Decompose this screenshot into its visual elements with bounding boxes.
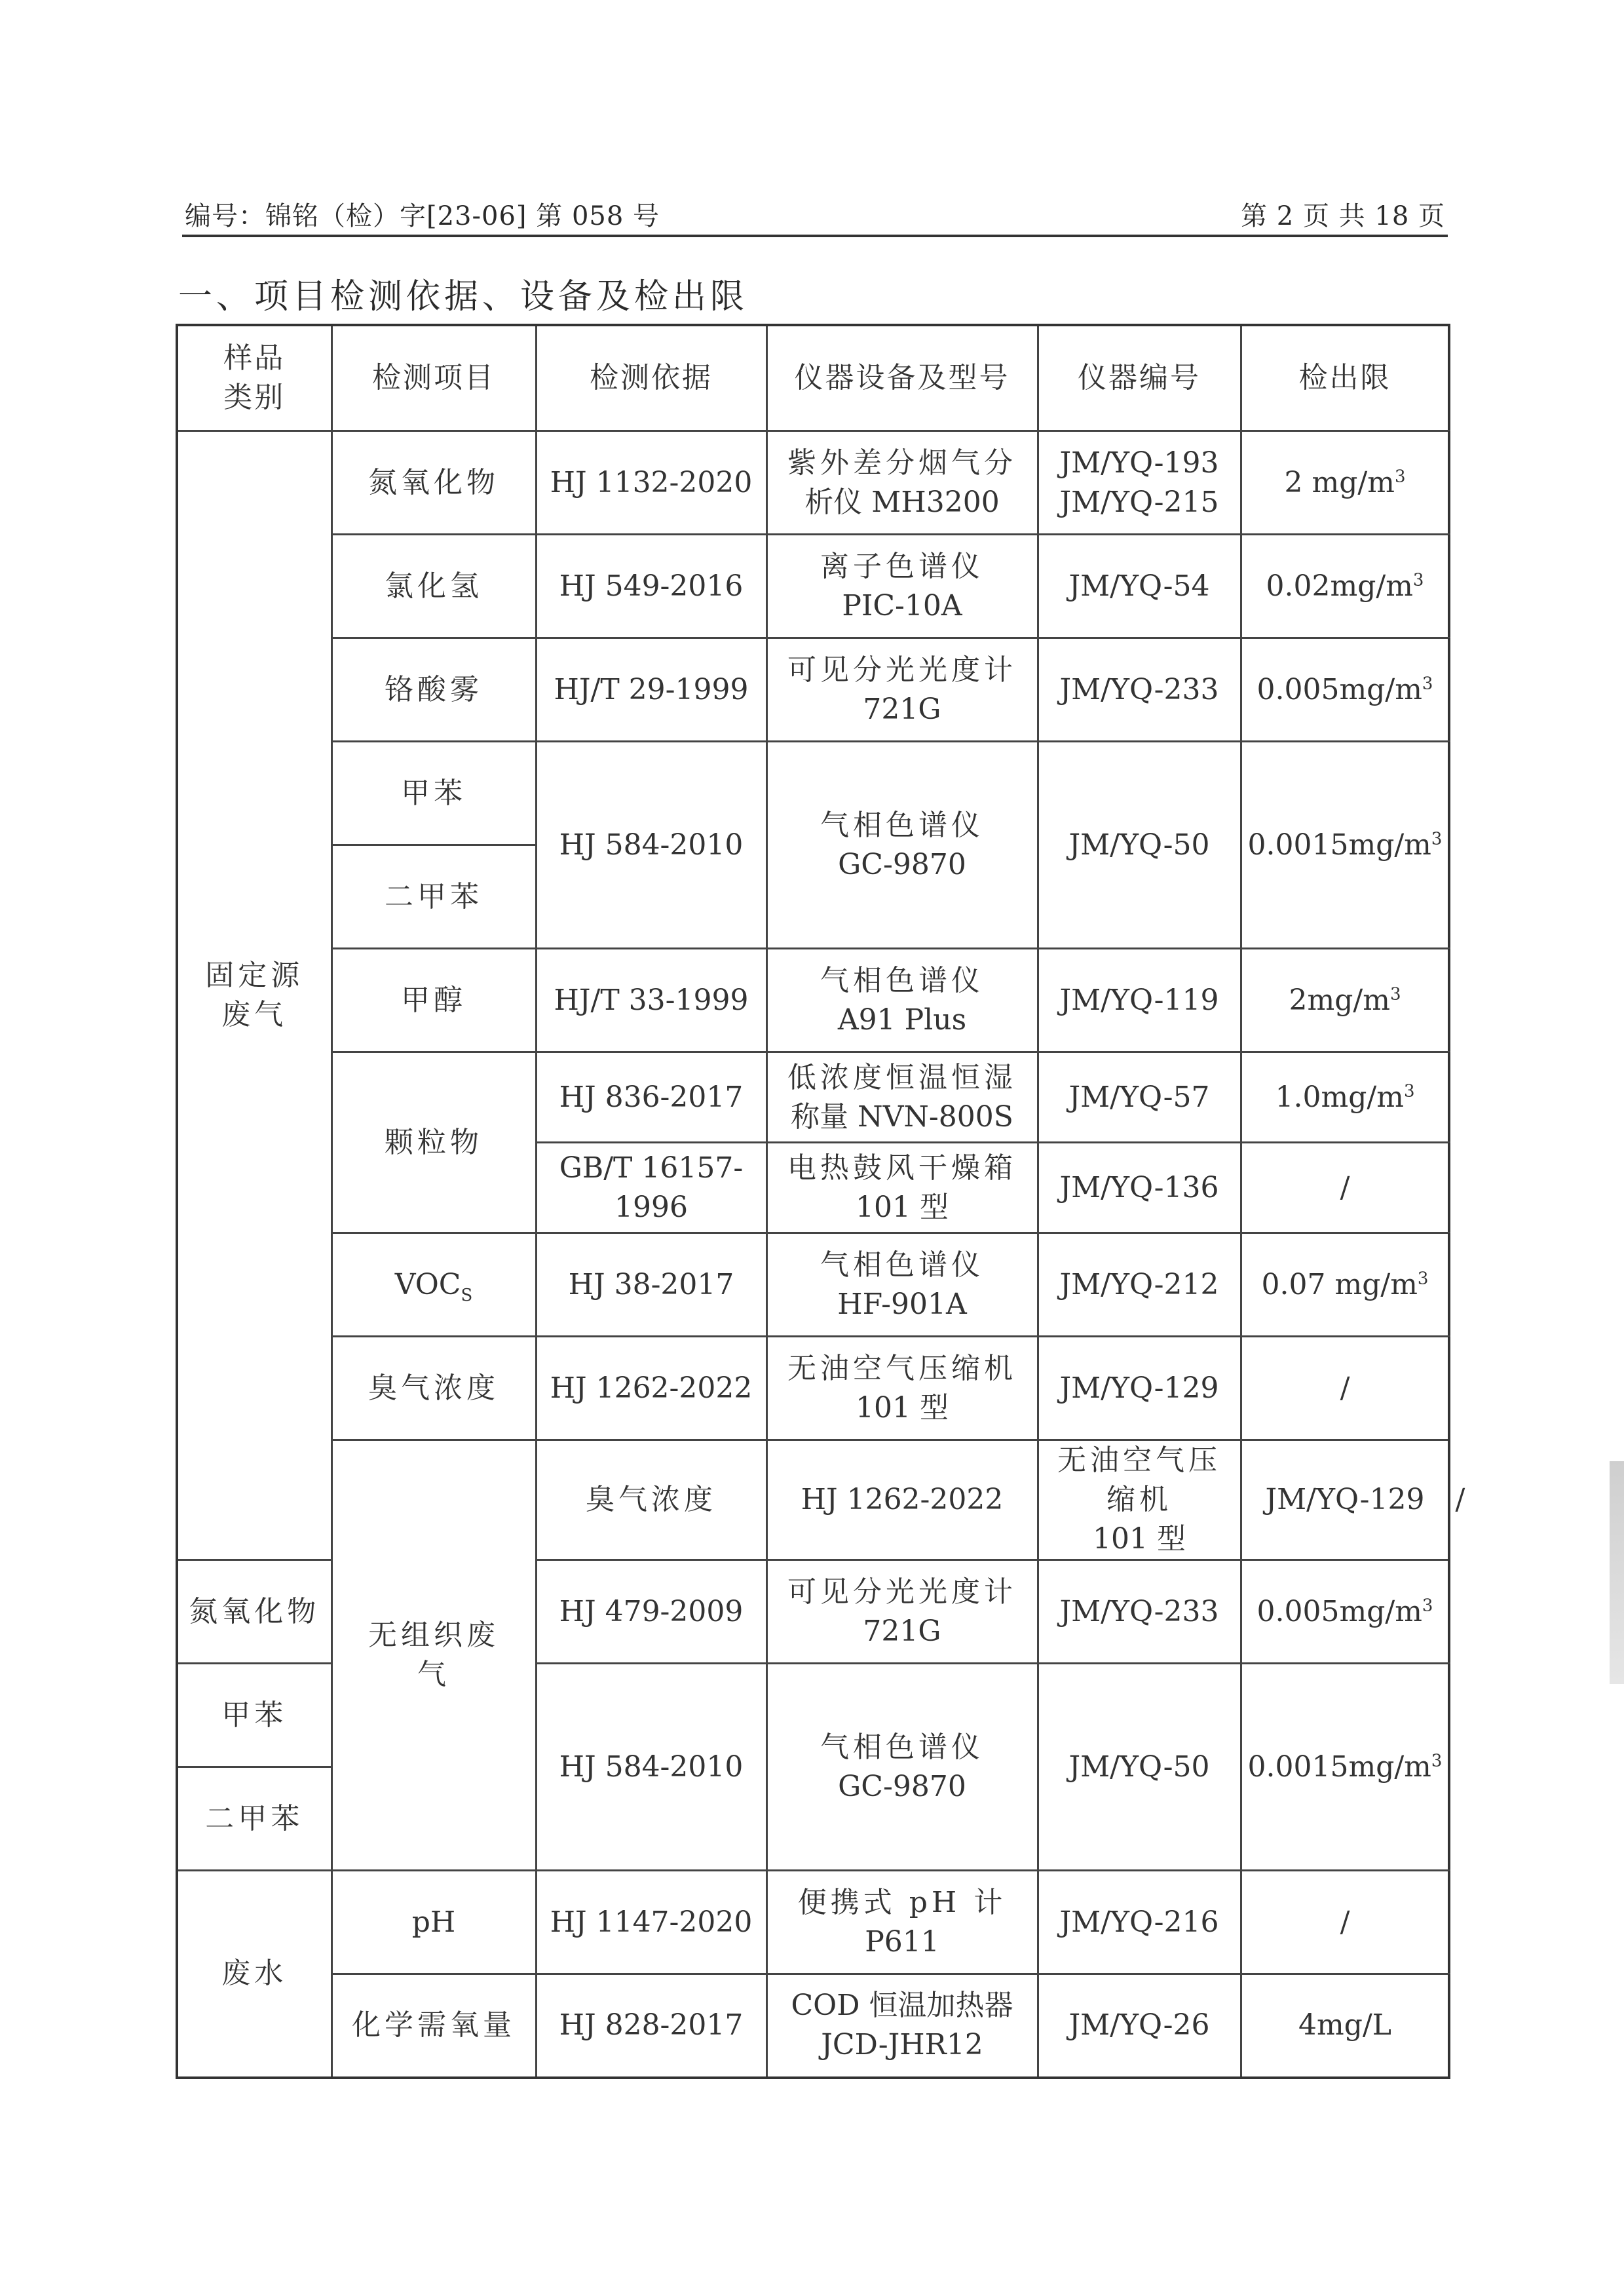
detection-table: [176, 324, 1465, 2079]
cell-limit: /: [1241, 1871, 1449, 1974]
cell-limit: 0.07 $mg/m^3$: [1241, 1233, 1449, 1337]
cell-instrument: 无油空气压缩机 101 型: [766, 1337, 1038, 1440]
cell-instrument-number: JM/YQ-129: [1241, 1440, 1449, 1560]
cell-item: 氮氧化物: [331, 431, 536, 535]
table-row: [177, 1233, 1449, 1337]
cell-item: 甲醇: [331, 949, 536, 1052]
cell-item: 铬酸雾: [331, 638, 536, 742]
table-row: [177, 1871, 1449, 1974]
cell-instrument-number: JM/YQ-50: [1038, 742, 1241, 949]
cell-limit: 2 $mg/m^3$: [1241, 431, 1449, 535]
cell-item: 二甲苯: [177, 1767, 331, 1871]
cell-limit: /: [1241, 1337, 1449, 1440]
cell-basis: HJ 549-2016: [536, 535, 766, 638]
cell-item: 氯化氢: [331, 535, 536, 638]
cell-item: 臭气浓度: [536, 1440, 766, 1560]
cell-instrument: 低浓度恒温恒湿 称量 NVN-800S: [766, 1052, 1038, 1143]
cell-limit: $2mg/m^3$: [1241, 949, 1449, 1052]
table-header-row: [177, 325, 1449, 431]
cell-item: 臭气浓度: [331, 1337, 536, 1440]
cell-instrument: 便携式 pH 计 P611: [766, 1871, 1038, 1974]
group-category: 废水: [177, 1871, 331, 2078]
cell-basis: HJ/T 29-1999: [536, 638, 766, 742]
cell-instrument: 可见分光光度计 721G: [766, 638, 1038, 742]
cell-instrument: 可见分光光度计 721G: [766, 1560, 1038, 1664]
cell-limit: $0.005mg/m^3$: [1241, 638, 1449, 742]
table-row: [177, 638, 1449, 742]
header-detection-limit: 检出限: [1241, 325, 1449, 431]
cell-limit: $1.0mg/m^3$: [1241, 1052, 1449, 1143]
cell-instrument: COD 恒温加热器 JCD-JHR12: [766, 1974, 1038, 2078]
cell-item: 甲苯: [331, 742, 536, 845]
table-row: 无组织废气 臭气浓度 HJ 1262-2022 无油空气压缩机 101 型 JM/YQ-129 /: [177, 1440, 1449, 1560]
binding-edge-mark: [1610, 1461, 1624, 1684]
cell-limit: $0.0015mg/m^3$: [1241, 1664, 1449, 1871]
cell-basis: HJ 479-2009: [536, 1560, 766, 1664]
cell-instrument-number: JM/YQ-54: [1038, 535, 1241, 638]
table-row: [177, 949, 1449, 1052]
header-basis: 检测依据: [536, 325, 766, 431]
cell-basis: HJ 584-2010: [536, 1664, 766, 1871]
section-title: 一、项目检测依据、设备及检出限: [178, 277, 749, 316]
cell-instrument: 离子色谱仪 PIC-10A: [766, 535, 1038, 638]
cell-instrument-number: JM/YQ-50: [1038, 1664, 1241, 1871]
cell-basis: GB/T 16157- 1996: [536, 1143, 766, 1233]
table-row: [177, 1337, 1449, 1440]
cell-instrument: 气相色谱仪 GC-9870: [766, 742, 1038, 949]
cell-basis: HJ 1262-2022: [536, 1337, 766, 1440]
cell-basis: HJ 1132-2020: [536, 431, 766, 535]
cell-item: 甲苯: [177, 1664, 331, 1767]
cell-item: $VOC_S$: [331, 1233, 536, 1337]
cell-limit: $0.02mg/m^3$: [1241, 535, 1449, 638]
cell-instrument: 紫外差分烟气分 析仪 MH3200: [766, 431, 1038, 535]
cell-instrument-number: JM/YQ-233: [1038, 638, 1241, 742]
cell-instrument: 气相色谱仪 A91 Plus: [766, 949, 1038, 1052]
header-item: 检测项目: [331, 325, 536, 431]
table-row: [177, 742, 1449, 845]
cell-basis: HJ 836-2017: [536, 1052, 766, 1143]
cell-basis: HJ 38-2017: [536, 1233, 766, 1337]
cell-item: 二甲苯: [331, 845, 536, 949]
table-row: [177, 431, 1449, 535]
cell-basis: HJ 584-2010: [536, 742, 766, 949]
page-header: [182, 191, 1448, 237]
cell-instrument: 电热鼓风干燥箱 101 型: [766, 1143, 1038, 1233]
cell-instrument-number: JM/YQ-26: [1038, 1974, 1241, 2078]
cell-instrument: 气相色谱仪 HF-901A: [766, 1233, 1038, 1337]
header-category: 样品 类别: [177, 325, 331, 431]
cell-instrument: 气相色谱仪 GC-9870: [766, 1664, 1038, 1871]
cell-instrument-number: JM/YQ-212: [1038, 1233, 1241, 1337]
page-number: 第 2 页 共 18 页: [1241, 201, 1445, 231]
cell-limit: /: [1241, 1143, 1449, 1233]
cell-limit: 4mg/L: [1241, 1974, 1449, 2078]
cell-instrument: 无油空气压缩机 101 型: [1038, 1440, 1241, 1560]
table-row: [177, 1974, 1449, 2078]
cell-item: 化学需氧量: [331, 1974, 536, 2078]
cell-instrument-number: JM/YQ-119: [1038, 949, 1241, 1052]
cell-instrument-number: JM/YQ-57: [1038, 1052, 1241, 1143]
cell-item: 颗粒物: [331, 1052, 536, 1233]
cell-instrument-number: JM/YQ-136: [1038, 1143, 1241, 1233]
cell-basis: HJ 828-2017: [536, 1974, 766, 2078]
cell-basis: HJ/T 33-1999: [536, 949, 766, 1052]
cell-limit: $0.005mg/m^3$: [1241, 1560, 1449, 1664]
document-number: 编号：锦铭（检）字[23-06] 第 058 号: [185, 201, 660, 231]
cell-instrument-number: JM/YQ-233: [1038, 1560, 1241, 1664]
cell-instrument-number: JM/YQ-216: [1038, 1871, 1241, 1974]
header-instrument-number: 仪器编号: [1038, 325, 1241, 431]
cell-item: 氮氧化物: [177, 1560, 331, 1664]
header-instrument: 仪器设备及型号: [766, 325, 1038, 431]
table-row: [177, 535, 1449, 638]
cell-limit: $0.0015mg/m^3$: [1241, 742, 1449, 949]
cell-basis: HJ 1147-2020: [536, 1871, 766, 1974]
group-category: 固定源废气: [177, 431, 331, 1560]
table-row: [177, 1052, 1449, 1143]
group-category: 无组织废气: [331, 1440, 536, 1871]
cell-instrument-number: JM/YQ-193 JM/YQ-215: [1038, 431, 1241, 535]
cell-basis: HJ 1262-2022: [766, 1440, 1038, 1560]
cell-instrument-number: JM/YQ-129: [1038, 1337, 1241, 1440]
cell-item: pH: [331, 1871, 536, 1974]
